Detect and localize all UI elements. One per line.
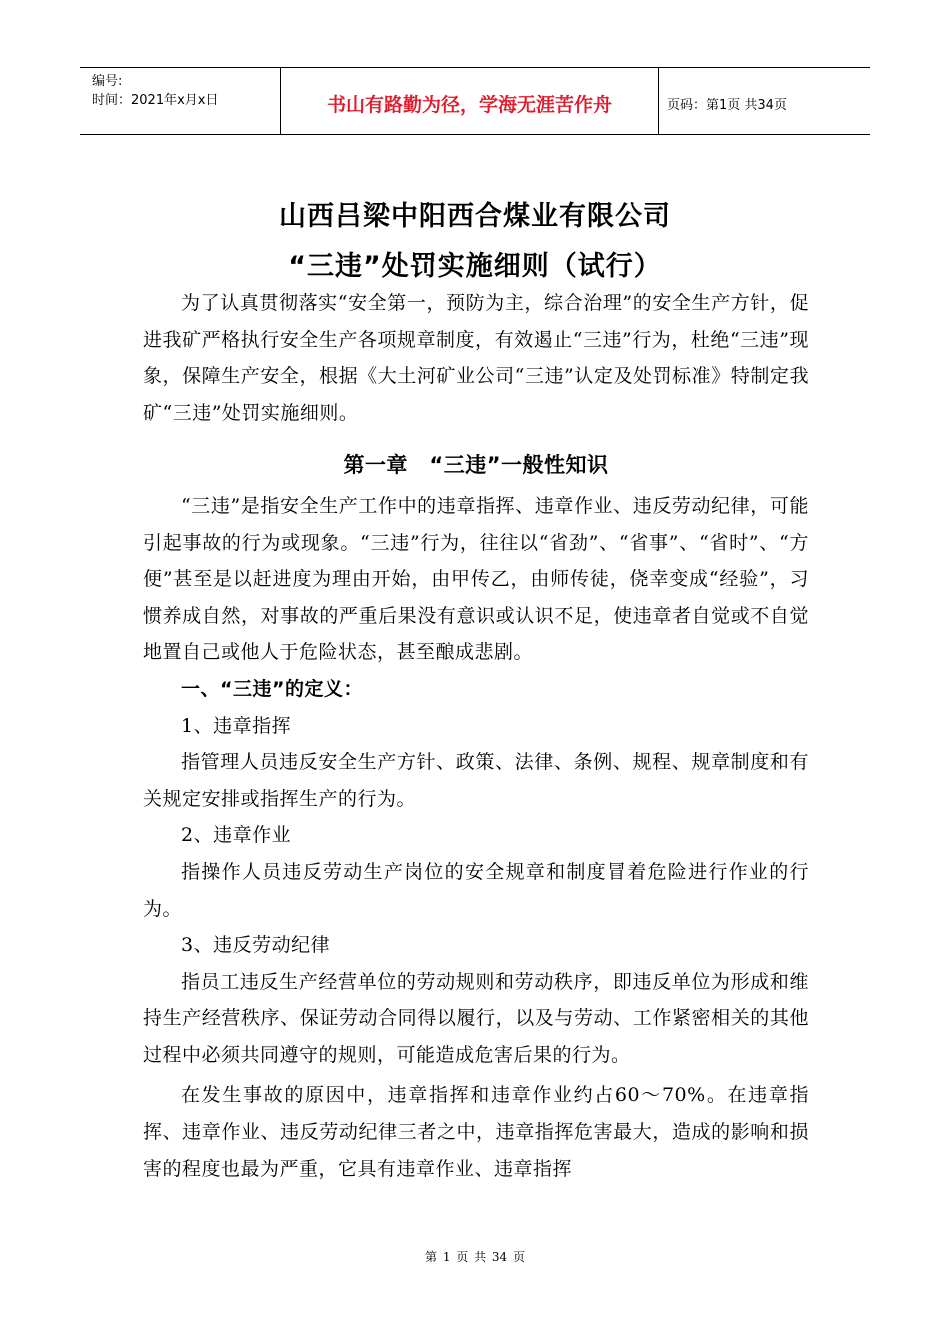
intro-paragraph: 为了认真贯彻落实“安全第一，预防为主，综合治理”的安全生产方针，促进我矿严格执行安全生产各项规章制度，有效遏止“三违”行为，杜绝“三违”现象，保障生产安全，根据《大土河矿业公司“三违”认定及处罚标准》特制定我矿“三违”处罚实施细则。 <box>143 292 809 424</box>
section-1-heading: 一、“三违”的定义： <box>181 677 363 700</box>
document-body <box>143 285 809 1187</box>
header-motto: 书山有路勤为径，学海无涯苦作舟 <box>281 68 659 134</box>
page-footer: 第 1 页 共 34 页 <box>425 1250 525 1264</box>
document-title-line-1: 山西吕梁中阳西合煤业有限公司 <box>279 201 671 232</box>
document-date-label: 时间：2021年x月x日 <box>92 93 219 108</box>
chapter-1-paragraph: “三违”是指安全生产工作中的违章指挥、违章作业、违反劳动纪律，可能引起事故的行为或现象。“三违”行为，往往以“省劲”、“省事”、“省时”、“方便”甚至是以赶进度为理由开始，由甲传乙，由师传徒，侥幸变成“经验”，习惯养成自然，对事故的严重后果没有意识或认识不足，使违章者自觉或不自觉地置自己或他人于危险状态，甚至酿成悲剧。 <box>143 494 809 664</box>
item-1-heading: 1、违章指挥 <box>181 714 292 737</box>
document-title-line-2: “三违”处罚实施细则（试行） <box>288 251 662 282</box>
header-meta-cell <box>80 68 281 134</box>
item-1-paragraph: 指管理人员违反安全生产方针、政策、法律、条例、规程、规章制度和有关规定安排或指挥生产的行为。 <box>143 751 809 810</box>
document-header <box>80 67 870 135</box>
item-2-paragraph: 指操作人员违反劳动生产岗位的安全规章和制度冒着危险进行作业的行为。 <box>143 860 809 920</box>
closing-paragraph: 在发生事故的原因中，违章指挥和违章作业约占60～70%。在违章指挥、违章作业、违反劳动纪律三者之中，违章指挥危害最大，造成的影响和损害的程度也最为严重，它具有违章作业、违章指挥 <box>143 1084 809 1180</box>
document-number-label: 编号: <box>92 74 123 89</box>
header-page-info: 页码：第1页 共34页 <box>667 97 787 113</box>
chapter-1-heading: 第一章 “三违”一般性知识 <box>343 453 609 478</box>
item-3-paragraph: 指员工违反生产经营单位的劳动规则和劳动秩序，即违反单位为形成和维持生产经营秩序、保证劳动合同得以履行，以及与劳动、工作紧密相关的其他过程中必须共同遵守的规则，可能造成危害后果的行为。 <box>143 970 809 1066</box>
item-3-heading: 3、违反劳动纪律 <box>181 934 331 957</box>
item-2-heading: 2、违章作业 <box>181 824 292 847</box>
